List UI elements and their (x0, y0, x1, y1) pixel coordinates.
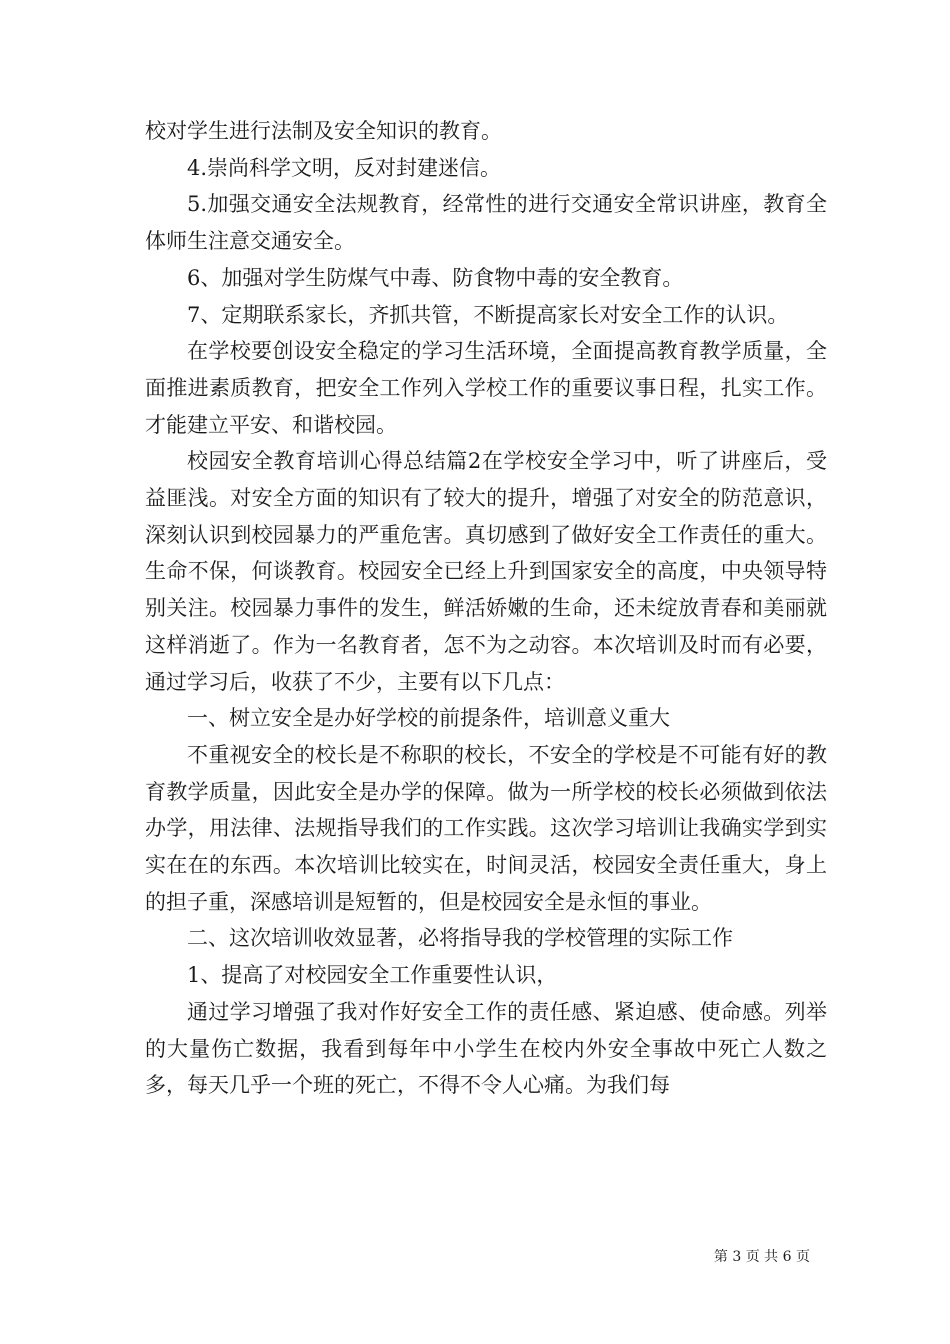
section-heading-1: 一、树立安全是办好学校的前提条件，培训意义重大 (187, 706, 670, 731)
paragraph-continuation: 校对学生进行法制及安全知识的教育。 (145, 119, 502, 143)
document-body (145, 113, 827, 1104)
page-number-footer: 第 3 页 共 6 页 (713, 1249, 810, 1265)
paragraph-section-1-body: 不重视安全的校长是不称职的校长，不安全的学校是不可能有好的教育教学质量，因此安全是办学的保障。做为一所学校的校长必须做到依法办学，用法律、法规指导我们的工作实践。这次学习培训让我确实学到实实在在的东西。本次培训比较实在，时间灵活，校园安全责任重大，身上的担子重，深感培训是短暂的，但是校园安全是永恒的事业。 (145, 742, 827, 914)
paragraph-subsection-1-body: 通过学习增强了我对作好安全工作的责任感、紧迫感、使命感。列举的大量伤亡数据，我看到每年中小学生在校内外安全事故中死亡人数之多，每天几乎一个班的死亡，不得不令人心痛。为我们每 (145, 999, 827, 1098)
paragraph-summary: 在学校要创设安全稳定的学习生活环境，全面提高教育教学质量，全面推进素质教育，把安全工作列入学校工作的重要议事日程，扎实工作。才能建立平安、和谐校园。 (145, 339, 827, 437)
paragraph-article-2-intro: 校园安全教育培训心得总结篇2在学校安全学习中，听了讲座后，受益匪浅。对安全方面的知识有了较大的提升，增强了对安全的防范意识，深刻认识到校园暴力的严重危害。真切感到了做好安全工作责任的重大。生命不保，何谈教育。校园安全已经上升到国家安全的高度，中央领导特别关注。校园暴力事件的发生，鲜活娇嫩的生命，还未绽放青春和美丽就这样消逝了。作为一名教育者，怎不为之动容。本次培训及时而有必要，通过学习后，收获了不少，主要有以下几点： (145, 449, 827, 694)
paragraph-item-6: 6、加强对学生防煤气中毒、防食物中毒的安全教育。 (187, 265, 684, 290)
section-heading-2: 二、这次培训收效显著，必将指导我的学校管理的实际工作 (187, 926, 733, 951)
subsection-heading-1: 1、提高了对校园安全工作重要性认识， (187, 963, 558, 988)
paragraph-item-7: 7、定期联系家长，齐抓共管，不断提高家长对安全工作的认识。 (187, 302, 789, 327)
paragraph-item-5: 5.加强交通安全法规教育，经常性的进行交通安全常识讲座，教育全体师生注意交通安全。 (145, 192, 827, 254)
paragraph-item-4: 4.崇尚科学文明，反对封建迷信。 (187, 155, 502, 180)
